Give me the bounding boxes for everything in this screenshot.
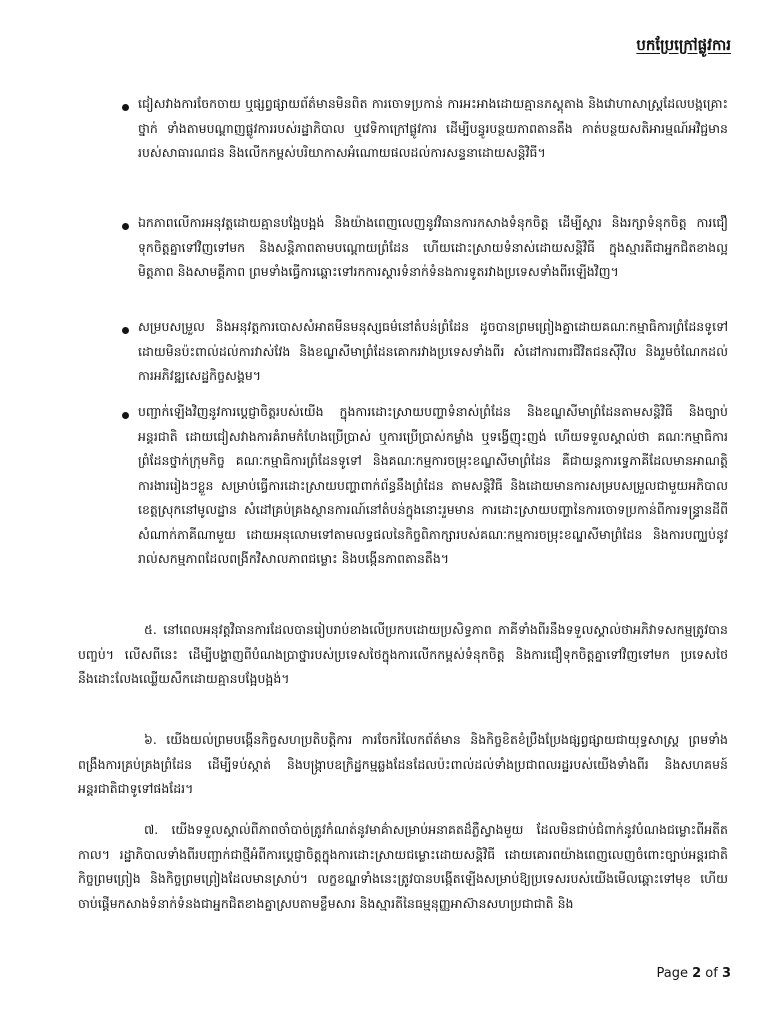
bullet-icon (122, 104, 129, 111)
page-of-label: of (705, 966, 718, 981)
bullet-icon (122, 223, 129, 230)
bullet-item-4: បញ្ជាក់ឡើងវិញនូវការប្តេជ្ញាចិត្តរបស់យើង ក្នុងការដោះស្រាយបញ្ហាទំនាស់ព្រំដែន និងខណ្ឌសីមាព្រំដែនតាមសន្តិវិធី និងច្បាប់អន្តរជាតិ ដោយជៀសវាងការគំរាមកំហែងប្រើប្រាស់ ឬការប្រើប្រាស់កម្លាំង ឬទង្វើញុះញង់ ហើយទទួលស្គាល់ថា គណៈកម្មាធិការព្រំដែនថ្នាក់ក្រុមកិច្ច គណៈកម្មាធិការព្រំដែនទូទៅ និងគណៈកម្មការចម្រុះខណ្ឌសីមាព្រំដែន គឺជាយន្តការទ្វេភាគីដែលមានអាណត្តិការងាររៀងៗខ្លួន សម្រាប់ធ្វើការដោះស្រាយបញ្ហាពាក់ព័ន្ធនឹងព្រំដែន តាមសន្តិវិធី និងដោយមានការសម្របសម្រួលជាមួយអភិបាលខេត្តស្រុកនៅមូលដ្ឋាន សំដៅគ្រប់គ្រងស្ថានការណ៍នៅតំបន់ក្នុងនោះរួមមាន ការដោះស្រាយបញ្ហានៃការចោទប្រកាន់ពីការទន្ទ្រានដីពីសំណាក់ភាគីណាមួយ ដោយអនុលោមទៅតាមលទ្ធផលនៃកិច្ចពិភាក្សារបស់គណៈកម្មការចម្រុះខណ្ឌសីមាព្រំដែន និងការបញ្ឈប់នូវរាល់សកម្មភាពដែលពង្រីកវិសាលភាពជម្លោះ និងបង្កើនភាពតានតឹង។ (138, 404, 728, 566)
bullet-item-2: ឯកភាពលើការអនុវត្តដោយគ្មានបង្អែបង្អង់ និងយ៉ាងពេញលេញនូវវិធានការកសាងទំនុកចិត្ត ដើម្បីស្តារ និងរក្សាទំនុកចិត្ត ការជឿទុកចិត្តគ្នាទៅវិញទៅមក និងសន្តិភាពតាមបណ្តោយព្រំដែន ហើយដោះស្រាយទំនាស់ដោយសន្តិវិធី ក្នុងស្មារតីជាអ្នកជិតខាងល្អ មិត្តភាព និងសាមគ្គីភាព ព្រមទាំងធ្វើការឆ្ពោះទៅរកការស្តារទំនាក់ទំនងការទូតរវាងប្រទេសទាំងពីរឡើងវិញ។ (138, 215, 728, 279)
paragraph-7: ៧. យើងទទួលស្គាល់ពីភាពចាំបាច់ត្រូវកំណត់នូវមាគ៌ាសម្រាប់អនាគតដ៏ភ្លឺស្វាងមួយ ដែលមិនជាប់ជំពាក់នូវបំណងជម្លោះពីអតីតកាល។ រដ្ឋាភិបាលទាំងពីរបញ្ជាក់ជាថ្មីអំពីការប្តេជ្ញាចិត្តក្នុងការដោះស្រាយជម្លោះដោយសន្តិវិធី ដោយគោរពយ៉ាងពេញលេញចំពោះច្បាប់អន្តរជាតិ កិច្ចព្រមព្រៀង និងកិច្ចព្រមព្រៀងដែលមានស្រាប់។ លក្ខខណ្ឌទាំងនេះត្រូវបានបង្កើតឡើងសម្រាប់ឱ្យប្រទេសរបស់យើងមើលឆ្ពោះទៅមុខ ហើយចាប់ផ្តើមកសាងទំនាក់ទំនងជាអ្នកជិតខាងគ្នាស្របតាមខ្លឹមសារ និងស្មារតីនៃធម្មនុញ្ញអាស៊ានសហប្រជាជាតិ និង (78, 822, 728, 911)
page-total: 3 (721, 966, 731, 981)
page-label: Page (656, 966, 688, 981)
page-number (656, 966, 731, 981)
bullet-icon (122, 327, 129, 334)
bullet-item-3: សម្របសម្រួល និងអនុវត្តការបោសសំអាតមីនមនុស្សធម៌នៅតំបន់ព្រំដែន ដូចបានព្រមព្រៀងគ្នាដោយគណៈកម្មាធិការព្រំដែនទូទៅ ដោយមិនប៉ះពាល់ដល់ការវាស់វែង និងខណ្ឌសីមាព្រំដែនគោករវាងប្រទេសទាំងពីរ សំដៅការពារជីវិតជនស៊ីវិល និងរួមចំណែកដល់ការអភិវឌ្ឍសេដ្ឋកិច្ចសង្គម។ (138, 319, 728, 383)
page-current: 2 (692, 966, 702, 981)
bullet-item-1: ជៀសវាងការចែកចាយ ឬផ្សព្វផ្សាយព័ត៌មានមិនពិត ការចោទប្រកាន់ ការអះអាងដោយគ្មានភស្តុតាង និងវោហាសាស្ត្រដែលបង្កគ្រោះថ្នាក់ ទាំងតាមបណ្តាញផ្លូវការរបស់រដ្ឋាភិបាល ឬវេទិកាក្រៅផ្លូវការ ដើម្បីបន្ធូរបន្ថយភាពតានតឹង កាត់បន្ថយសតិអារម្មណ៍អវិជ្ជមានរបស់សាធារណជន និងលើកកម្ពស់បរិយាកាសអំណោយផលដល់ការសន្ទនាដោយសន្តិវិធី។ (138, 96, 728, 160)
paragraph-5: ៥. នៅពេលអនុវត្តវិធានការដែលបានរៀបរាប់ខាងលើប្រកបដោយប្រសិទ្ធភាព ភាគីទាំងពីរនឹងទទួលស្គាល់ថាអភិវាទសកម្មត្រូវបានបញ្ចប់។ លើសពីនេះ ដើម្បីបង្ហាញពីបំណងប្រាថ្នារបស់ប្រទេសថៃក្នុងការលើកកម្ពស់ទំនុកចិត្ត និងការជឿទុកចិត្តគ្នាទៅវិញទៅមក ប្រទេសថៃនឹងដោះលែងឈ្លើយសឹកដោយគ្មានបង្អែបង្អង់។ (78, 622, 728, 686)
bullet-icon (122, 412, 129, 419)
paragraph-6: ៦. យើងយល់ព្រមបង្កើនកិច្ចសហប្រតិបត្តិការ ការចែករំលែកព័ត៌មាន និងកិច្ចខិតខំប្រឹងប្រែងផ្សព្វផ្សាយជាយុទ្ធសាស្ត្រ ព្រមទាំងពង្រឹងការគ្រប់គ្រងព្រំដែន ដើម្បីទប់ស្កាត់ និងបង្ក្រាបឧក្រិដ្ឋកម្មឆ្លងដែនដែលប៉ះពាល់ដល់ទាំងប្រជាពលរដ្ឋរបស់យើងទាំងពីរ និងសហគមន៍អន្តរជាតិជាទូទៅផងដែរ។ (78, 732, 728, 796)
document-header-title: បកប្រែក្រៅផ្លូវការ (636, 36, 731, 54)
